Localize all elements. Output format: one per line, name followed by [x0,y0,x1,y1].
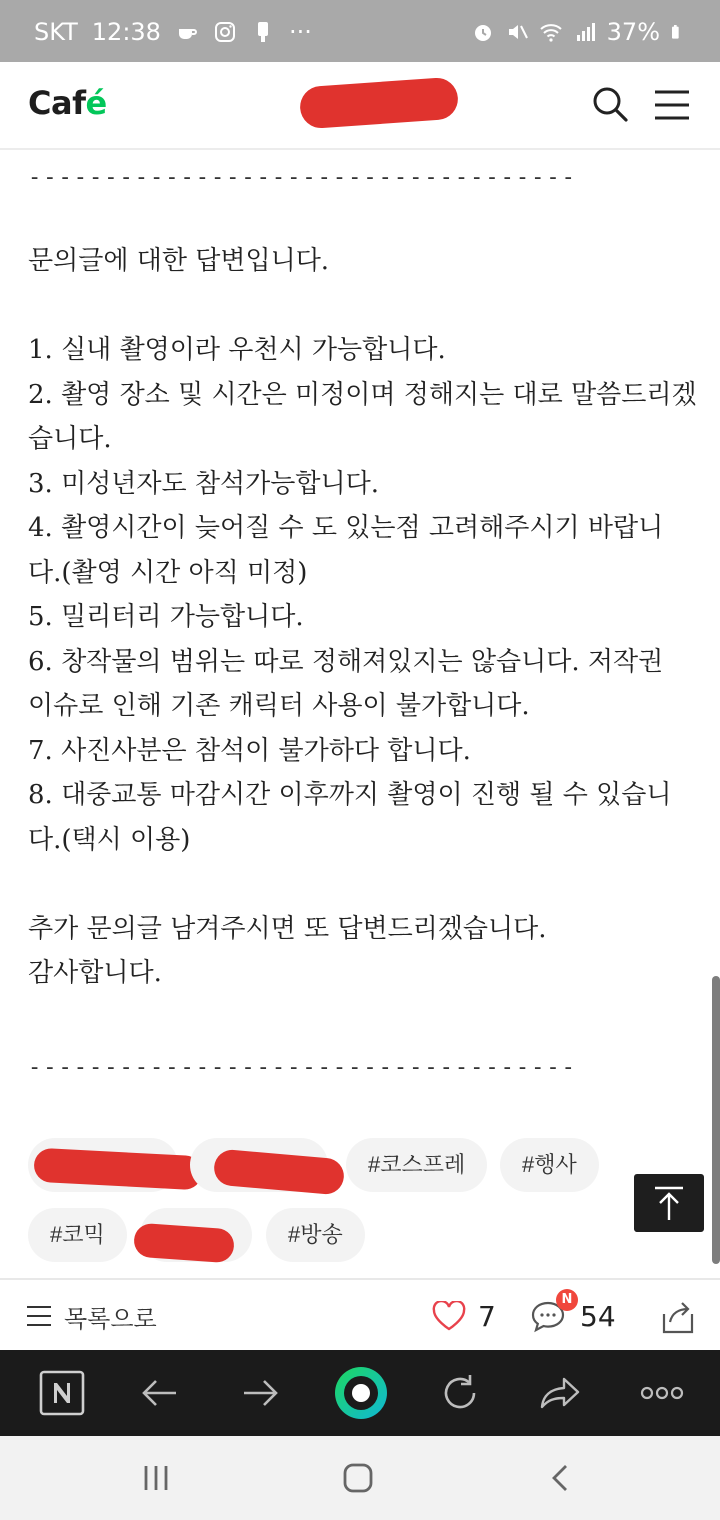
article-line: 습니다. [28,424,112,454]
status-bar [0,0,720,62]
coffee-icon [175,20,199,44]
instagram-icon [213,20,237,44]
carrier-label: SKT [34,18,78,46]
redacted-cafe-name [299,77,460,130]
wifi-icon [539,20,563,44]
divider-top: ------------------------------------ [28,165,577,190]
article-line: 8. 대중교통 마감시간 이후까지 촬영이 진행 될 수 있습니 [28,780,672,810]
blank-line [28,195,698,240]
article-line: 감사합니다. [28,958,162,988]
like-button[interactable] [432,1294,496,1338]
article-line: 3. 미성년자도 참석가능합니다. [28,468,379,499]
forward-arrow-icon[interactable] [234,1367,286,1419]
battery-icon [670,20,686,44]
home-icon[interactable] [338,1458,378,1498]
signal-icon [573,20,597,44]
comment-count: 54 [580,1299,616,1333]
article-line: 1. 실내 촬영이라 우천시 가능합니다. [28,335,446,365]
back-icon[interactable] [540,1458,580,1498]
divider-bottom: ------------------------------------ [28,1055,577,1080]
back-to-list-button[interactable] [26,1294,157,1338]
alarm-icon [471,20,495,44]
share-arrow-icon[interactable] [534,1367,586,1419]
more-notifications-indicator: ··· [288,18,312,46]
article-action-bar [0,1278,720,1350]
hamburger-menu-icon[interactable] [652,86,692,126]
browser-toolbar [0,1350,720,1436]
comment-icon-wrap [530,1292,573,1333]
tag-event[interactable]: #행사 [500,1138,599,1192]
article-line: 이슈로 인해 기존 캐릭터 사용이 불가합니다. [28,691,530,721]
battery-percent: 37% [606,18,660,46]
blank-line [28,996,698,1041]
article-line: 4. 촬영시간이 늦어질 수 도 있는점 고려해주시기 바랍니 [28,513,664,543]
app-header [0,62,720,150]
article-line: 7. 사진사분은 참석이 불가하다 합니다. [28,735,471,766]
article-line: 문의글에 대한 답변입니다. [28,246,330,276]
back-to-list-label: 목록으로 [64,1305,157,1333]
article-line: 추가 문의글 남겨주시면 또 답변드리겠습니다. [28,913,547,944]
heart-icon [432,1301,466,1331]
more-options-icon[interactable] [636,1367,688,1419]
article-line: 다.(촬영 시간 아직 미정) [28,557,308,588]
article-line [28,284,698,329]
cafe-logo[interactable]: Café [28,84,107,122]
article-body [28,150,698,1085]
new-comment-badge: N [556,1289,578,1311]
scroll-to-top-button[interactable] [634,1174,704,1232]
tag-comic[interactable]: #코믹 [28,1208,127,1262]
clock: 12:38 [91,18,161,46]
search-icon[interactable] [590,84,630,124]
system-navigation-bar [0,1436,720,1520]
article-line [28,862,698,907]
green-dot-home-icon[interactable] [332,1364,390,1422]
redacted-tag-3 [133,1223,235,1264]
tag-broadcast[interactable]: #방송 [266,1208,365,1262]
mute-icon [505,20,529,44]
article-line: 다.(택시 이용) [28,824,191,855]
notification-icon [251,20,275,44]
article-line: 2. 촬영 장소 및 시간은 미정이며 정해지는 대로 말씀드리겠 [28,379,697,410]
comment-button[interactable] [530,1294,616,1338]
back-arrow-icon[interactable] [134,1367,186,1419]
article-line: 5. 밀리터리 가능합니다. [28,602,304,632]
list-icon [26,1303,52,1329]
recent-apps-icon[interactable] [136,1458,176,1498]
article-line: 6. 창작물의 범위는 따로 정해져있지는 않습니다. 저작권 [28,646,664,677]
share-icon[interactable] [660,1296,696,1336]
naver-home-icon[interactable] [36,1367,88,1419]
like-count: 7 [478,1299,496,1333]
tag-cosplay[interactable]: #코스프레 [346,1138,487,1192]
scrollbar[interactable] [712,976,720,1264]
refresh-icon[interactable] [434,1367,486,1419]
